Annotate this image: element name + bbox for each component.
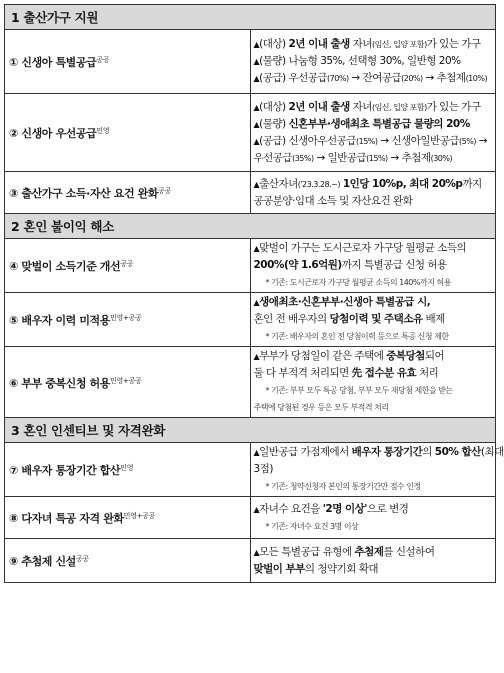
policy-row [5, 293, 496, 347]
policy-scope-tag: 공공 [96, 56, 110, 64]
detail-line [254, 348, 493, 365]
bullet-marker: ▲ [253, 119, 260, 129]
detail-text: 우선공급 [253, 151, 293, 164]
bullet-marker: ▲ [253, 547, 260, 557]
detail-text: 자녀수 요건을 [259, 502, 323, 515]
detail-text: 신혼부부·생애최초 특별공급 물량의 20% [288, 117, 470, 130]
policy-row [5, 172, 496, 214]
detail-text: 까지 특별공급 신청 허용 [341, 259, 447, 271]
detail-text: 당첨이력 및 주택소유 [329, 313, 423, 325]
bullet-marker: ▲ [253, 352, 260, 361]
detail-text: → [475, 134, 488, 147]
detail-note: * 기존: 자녀수 요건 3명 이상 [265, 521, 359, 531]
detail-text: 先 접수분 유효 [351, 367, 417, 379]
policy-detail-cell [250, 30, 496, 94]
detail-line [254, 501, 493, 518]
policy-label-cell [5, 94, 251, 172]
detail-text: 3점) [253, 463, 273, 475]
detail-text: 2년 이내 출생 [288, 100, 350, 113]
detail-text: 생애최초·신혼부부·신생아 특별공급 시, [259, 296, 431, 308]
bullet-marker: ▲ [253, 136, 260, 146]
policy-detail-cell [250, 443, 504, 497]
detail-line [254, 193, 493, 210]
policy-detail-cell [250, 347, 496, 418]
policy-label-cell [5, 30, 251, 94]
detail-line [254, 365, 493, 382]
detail-text: 배제 [422, 313, 445, 325]
detail-line [254, 99, 493, 116]
section-header [5, 418, 496, 443]
detail-note: * 기존: 도시근로자 가구당 월평균 소득의 140%까지 허용 [265, 278, 451, 287]
detail-line [254, 294, 493, 311]
policy-label: ④ 맞벌이 소득기준 개선 [9, 260, 121, 273]
housing-policy-table [4, 4, 504, 583]
detail-text: (5%) [459, 136, 476, 146]
policy-scope-tag: 민영 [96, 127, 110, 135]
detail-text: 중복당첨 [386, 350, 425, 362]
policy-scope-tag: 민영+공공 [110, 376, 142, 385]
detail-text: 추첨제 [354, 545, 384, 558]
detail-text: 으로 변경 [367, 502, 409, 515]
detail-text: ('23.3.28.~) [297, 179, 340, 189]
detail-text: → 일반공급 [313, 151, 367, 164]
policy-scope-tag: 공공 [120, 260, 134, 268]
policy-table [4, 4, 504, 583]
policy-label-cell [5, 347, 251, 418]
policy-label: ③ 출산가구 소득·자산 요건 완화 [9, 187, 159, 200]
policy-scope-tag: 공공 [75, 555, 89, 563]
detail-text: (공급) 우선공급 [259, 72, 328, 84]
policy-scope-tag: 민영 [120, 464, 134, 472]
policy-label-cell [5, 539, 251, 583]
detail-text: (대상) [259, 38, 289, 50]
bullet-marker: ▲ [253, 179, 260, 189]
policy-label: ⑥ 부부 중복신청 허용 [9, 376, 111, 390]
detail-note: * 기존: 청약신청자 본인의 통장기간만 점수 인정 [265, 482, 421, 491]
detail-note: * 기존: 부부 모두 특공 당첨, 부부 모두 재당첨 제한을 받는 [265, 386, 453, 395]
detail-text: (최대 [480, 446, 504, 458]
policy-label: ② 신생아 우선공급 [9, 127, 97, 140]
detail-line [254, 311, 493, 328]
detail-text: '2명 이상' [322, 502, 368, 515]
detail-text: 배우자 통장기간 [351, 446, 423, 458]
policy-detail-cell [250, 239, 496, 293]
detail-line [254, 70, 493, 87]
detail-line [254, 257, 493, 274]
policy-detail-cell [250, 172, 496, 214]
section-title: 1 출산가구 지원 [5, 5, 496, 30]
detail-text: 일반공급 가점제에서 [259, 446, 352, 458]
bullet-marker: ▲ [253, 298, 260, 307]
detail-text: 200%(약 1.6억원) [253, 259, 342, 271]
detail-text: 의 [422, 446, 435, 458]
policy-label: ⑨ 추첨제 신설 [9, 555, 76, 568]
detail-text: (임신, 입양 포함) [371, 102, 427, 112]
detail-text: 공공분양·임대 소득 및 자산요건 완화 [253, 194, 413, 207]
detail-line [254, 116, 493, 133]
detail-text: 자녀 [349, 38, 372, 50]
detail-text: 가 있는 가구 [426, 38, 481, 50]
bullet-marker: ▲ [253, 504, 260, 514]
bullet-marker: ▲ [253, 40, 260, 49]
bullet-marker: ▲ [253, 102, 260, 112]
detail-line [254, 53, 493, 70]
detail-text: 출산자녀 [259, 177, 298, 190]
policy-detail-cell [250, 497, 496, 539]
detail-text: → 잔여공급 [348, 72, 402, 84]
policy-label: ⑤ 배우자 이력 미적용 [9, 314, 111, 327]
detail-text: → 신생아일반공급 [377, 134, 459, 147]
policy-label: ⑦ 배우자 통장기간 합산 [9, 464, 121, 477]
policy-row [5, 539, 496, 583]
policy-label: ① 신생아 특별공급 [9, 56, 97, 69]
detail-text: 50% 합산 [434, 446, 481, 458]
detail-text: (15%) [355, 136, 378, 146]
detail-line [254, 133, 493, 150]
policy-row [5, 94, 496, 172]
section-header [5, 214, 496, 239]
policy-label-cell [5, 293, 251, 347]
detail-text: (30%) [430, 153, 453, 163]
policy-scope-tag: 공공 [158, 187, 172, 195]
detail-line [254, 561, 493, 578]
policy-row [5, 443, 496, 497]
detail-text: 모든 특별공급 유형에 [259, 545, 355, 558]
policy-detail-cell [250, 293, 496, 347]
detail-text: (10%) [465, 74, 488, 83]
policy-scope-tag: 민영+공공 [110, 314, 142, 322]
detail-text: 를 신설하여 [383, 545, 435, 558]
policy-label: ⑧ 다자녀 특공 자격 완화 [9, 512, 124, 525]
policy-row [5, 239, 496, 293]
policy-detail-cell [250, 539, 496, 583]
policy-label-cell [5, 443, 251, 497]
bullet-marker: ▲ [253, 244, 260, 253]
detail-text: 의 청약기회 확대 [304, 562, 379, 575]
detail-text: → 추첨제 [387, 151, 431, 164]
detail-note: * 기존: 배우자의 혼인 전 당첨이력 등으로 특공 신청 제한 [265, 332, 449, 341]
policy-row [5, 497, 496, 539]
detail-text: → 추첨제 [422, 72, 466, 84]
detail-text: (물량) [259, 117, 289, 130]
detail-text: 맞벌이 부부 [253, 562, 305, 575]
detail-note: 주택에 당첨된 경우 등은 모두 부적격 처리 [253, 403, 389, 412]
section-title: 2 혼인 불이익 해소 [5, 214, 496, 239]
bullet-marker: ▲ [253, 448, 260, 457]
section-title: 3 혼인 인센티브 및 자격완화 [5, 418, 496, 443]
policy-label-cell [5, 497, 251, 539]
detail-text: (대상) [259, 100, 289, 113]
detail-text: (15%) [366, 153, 388, 163]
policy-row [5, 30, 496, 94]
detail-line [254, 240, 493, 257]
policy-detail-cell [250, 94, 496, 172]
detail-text: 둘 다 부적격 처리되면 [253, 367, 352, 379]
policy-label-cell [5, 172, 251, 214]
detail-line [254, 176, 493, 193]
section-header [5, 5, 496, 30]
policy-scope-tag: 민영+공공 [123, 512, 156, 520]
detail-text: (70%) [327, 74, 349, 83]
detail-line [254, 36, 493, 53]
detail-text: (임신, 입양 포함) [371, 40, 427, 49]
detail-text: 자녀 [349, 100, 372, 113]
policy-label-cell [5, 239, 251, 293]
detail-text: 맞벌이 가구는 도시근로자 가구당 월평균 소득의 [259, 242, 467, 254]
detail-text: (20%) [401, 74, 423, 83]
detail-line [253, 444, 504, 461]
detail-text: 부부가 당첨일이 같은 주택에 [259, 350, 387, 362]
detail-line [254, 544, 493, 561]
detail-text: (물량) 나눔형 35%, 선택형 30%, 일반형 20% [259, 55, 461, 67]
detail-text: 1인당 10%p, 최대 20%p [342, 177, 463, 190]
bullet-marker: ▲ [253, 57, 260, 66]
detail-text: 2년 이내 출생 [288, 38, 350, 50]
detail-text: 가 있는 가구 [426, 100, 481, 113]
detail-text: (공급) 신생아우선공급 [259, 134, 356, 147]
detail-text: (35%) [292, 153, 314, 163]
policy-row [5, 347, 496, 418]
detail-text: 혼인 전 배우자의 [253, 313, 330, 325]
detail-line [254, 150, 493, 167]
detail-line [254, 461, 493, 478]
detail-text: 처리 [416, 367, 439, 379]
detail-text: 까지 [462, 177, 482, 190]
detail-text: 되어 [424, 350, 445, 362]
bullet-marker: ▲ [253, 74, 260, 83]
